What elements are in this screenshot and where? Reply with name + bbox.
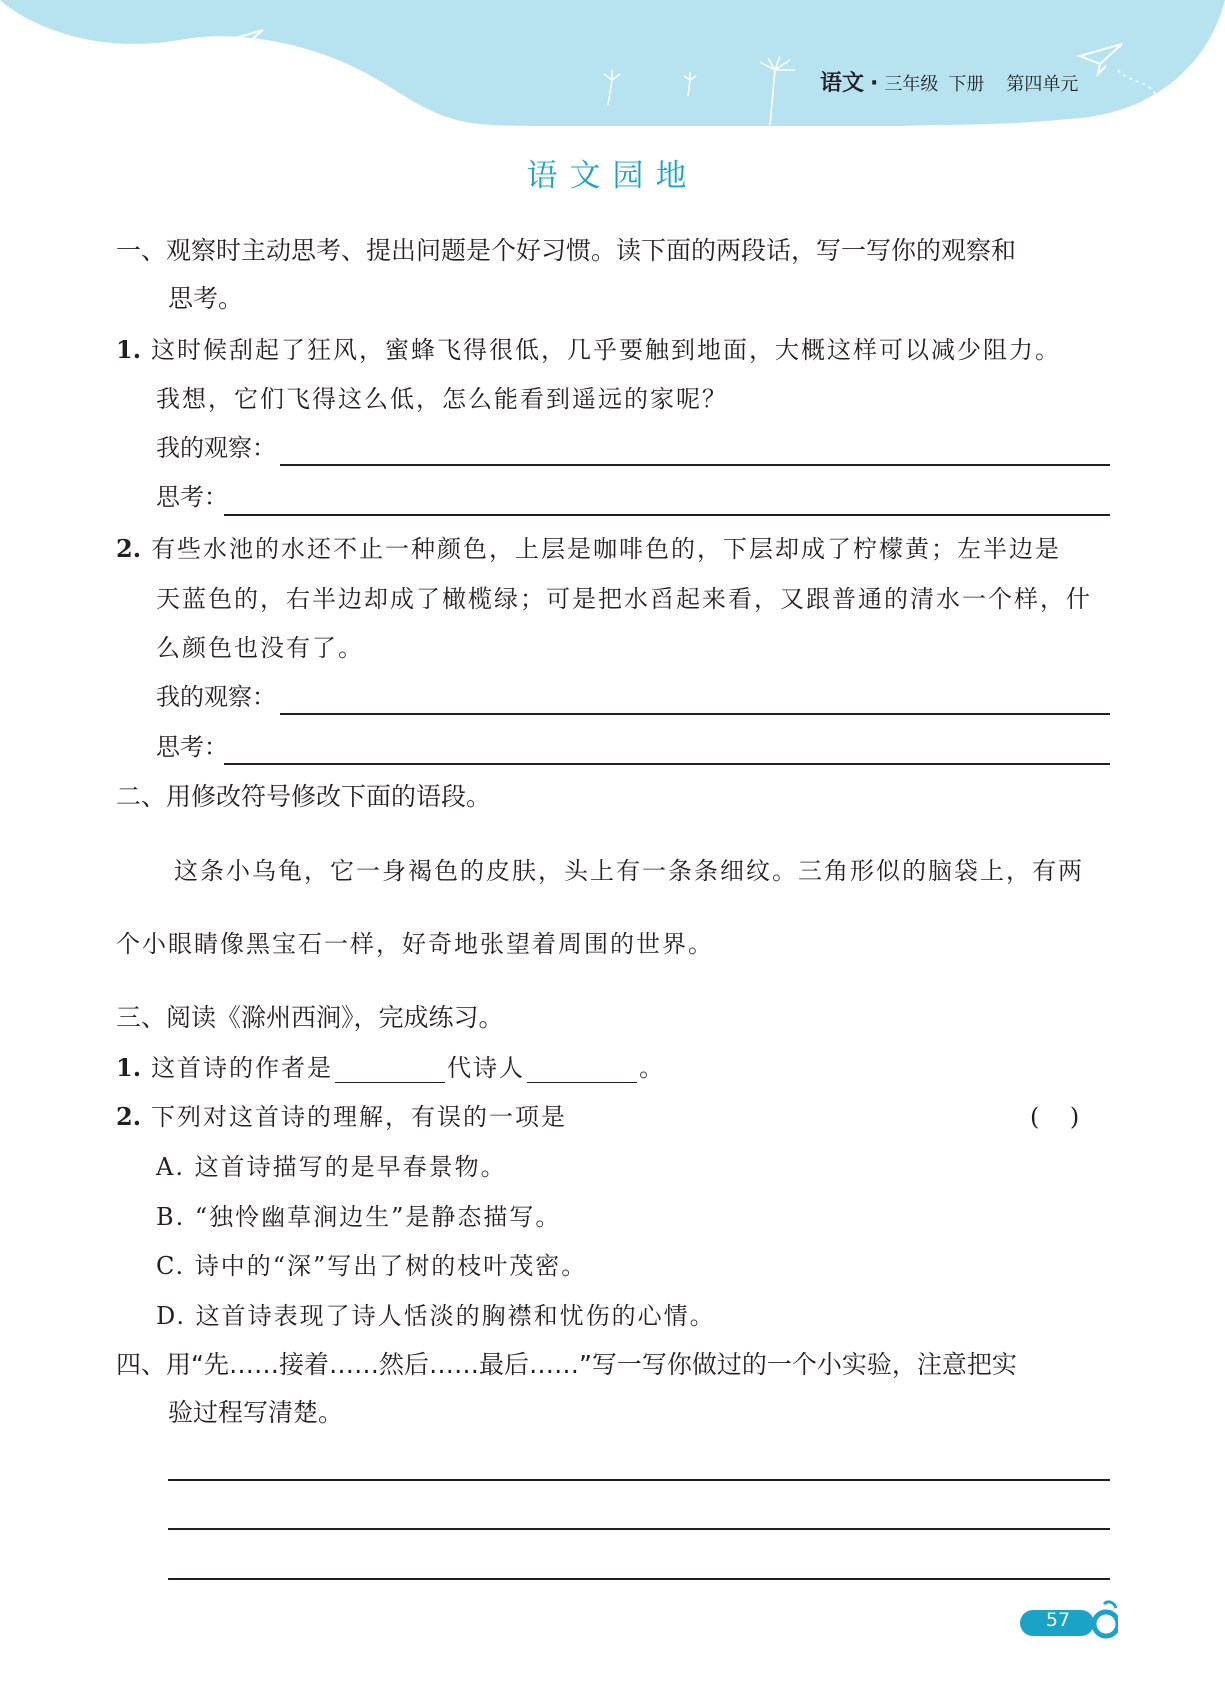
- s1-q2-think-label: 思考：: [156, 733, 228, 761]
- s1-q2-line2: 天蓝色的，右半边却成了橄榄绿；可是把水舀起来看，又跟普通的清水一个样，什: [156, 585, 1092, 613]
- s1-q1-observe-label: 我的观察：: [156, 434, 276, 462]
- s3-q1-dynasty-blank[interactable]: [335, 1056, 445, 1083]
- s3-q2-option-d: D. 这首诗表现了诗人恬淡的胸襟和忧伤的心情。: [156, 1302, 716, 1330]
- s4-writing-line-1[interactable]: [168, 1479, 1110, 1481]
- s3-q1-text2: 代诗人: [447, 1054, 526, 1082]
- section-2-heading: 二、用修改符号修改下面的语段。: [116, 782, 492, 811]
- s3-q2-option-b: B. “独怜幽草涧边生”是静态描写。: [156, 1203, 562, 1231]
- s1-q2-number: 2.: [116, 534, 142, 563]
- s3-q2-option-c: C. 诗中的“深”写出了树的枝叶茂密。: [156, 1252, 588, 1280]
- s3-q2: [116, 1102, 567, 1132]
- s4-writing-line-3[interactable]: [168, 1578, 1110, 1580]
- section-1-heading-cont: 思考。: [168, 284, 244, 313]
- header-dot: ·: [870, 71, 879, 96]
- s2-paragraph-line1: 这条小乌龟，它一身褐色的皮肤，头上有一条条细纹。三角形似的脑袋上，有两: [174, 857, 1084, 885]
- header-book-info: [820, 66, 1078, 96]
- header-grade: 三年级: [884, 74, 939, 95]
- section-3-heading: 三、阅读《滁州西涧》，完成练习。: [116, 1003, 504, 1032]
- s1-q1-number: 1.: [116, 335, 142, 364]
- s3-q2-option-a: A. 这首诗描写的是早春景物。: [156, 1153, 507, 1181]
- header-term: 下册: [948, 74, 985, 95]
- s3-q1-poet-blank[interactable]: [527, 1056, 637, 1083]
- s1-q1-think-label: 思考：: [156, 483, 228, 511]
- s1-q2-observe-field[interactable]: [280, 713, 1110, 715]
- s1-q2-line1: [116, 534, 1061, 564]
- page-number: 57: [1045, 1609, 1071, 1631]
- s3-q1: [116, 1053, 665, 1083]
- s3-q2-number: 2.: [116, 1102, 142, 1131]
- s3-q2-text: 下列对这首诗的理解，有误的一项是: [151, 1103, 568, 1131]
- s2-paragraph-line2: 个小眼睛像黑宝石一样，好奇地张望着周围的世界。: [116, 930, 714, 958]
- s1-q1-line2: 我想，它们飞得这么低，怎么能看到遥远的家呢？: [156, 385, 728, 413]
- section-4-heading-cont: 验过程写清楚。: [168, 1398, 344, 1427]
- page-title: 语文园地: [526, 158, 699, 194]
- s1-q1-text1: 这时候刮起了狂风，蜜蜂飞得很低，几乎要触到地面，大概这样可以减少阻力。: [151, 336, 1062, 364]
- header-unit: 第四单元: [1006, 74, 1079, 95]
- section-4-heading: 四、用“先……接着……然后……最后……”写一写你做过的一个小实验，注意把实: [116, 1350, 1017, 1379]
- s1-q1-observe-field[interactable]: [280, 464, 1110, 466]
- s3-q1-text1: 这首诗的作者是: [151, 1054, 334, 1082]
- header-subject: 语文: [820, 71, 865, 96]
- s1-q2-text1: 有些水池的水还不止一种颜色，上层是咖啡色的，下层却成了柠檬黄；左半边是: [151, 535, 1062, 563]
- s4-writing-line-2[interactable]: [168, 1528, 1110, 1530]
- s3-q1-text3: 。: [639, 1054, 666, 1082]
- s3-q1-number: 1.: [116, 1053, 142, 1082]
- s1-q1-line1: [116, 335, 1061, 365]
- s1-q2-observe-label: 我的观察：: [156, 683, 276, 711]
- page-header: [0, 0, 1225, 140]
- s3-q2-answer-paren[interactable]: ( ): [1030, 1103, 1080, 1131]
- s1-q2-line3: 么颜色也没有了。: [156, 634, 364, 662]
- s1-q2-think-field[interactable]: [224, 763, 1110, 765]
- section-1-heading: 一、观察时主动思考、提出问题是个好习惯。读下面的两段话，写一写你的观察和: [116, 236, 1017, 265]
- s1-q1-think-field[interactable]: [224, 514, 1110, 516]
